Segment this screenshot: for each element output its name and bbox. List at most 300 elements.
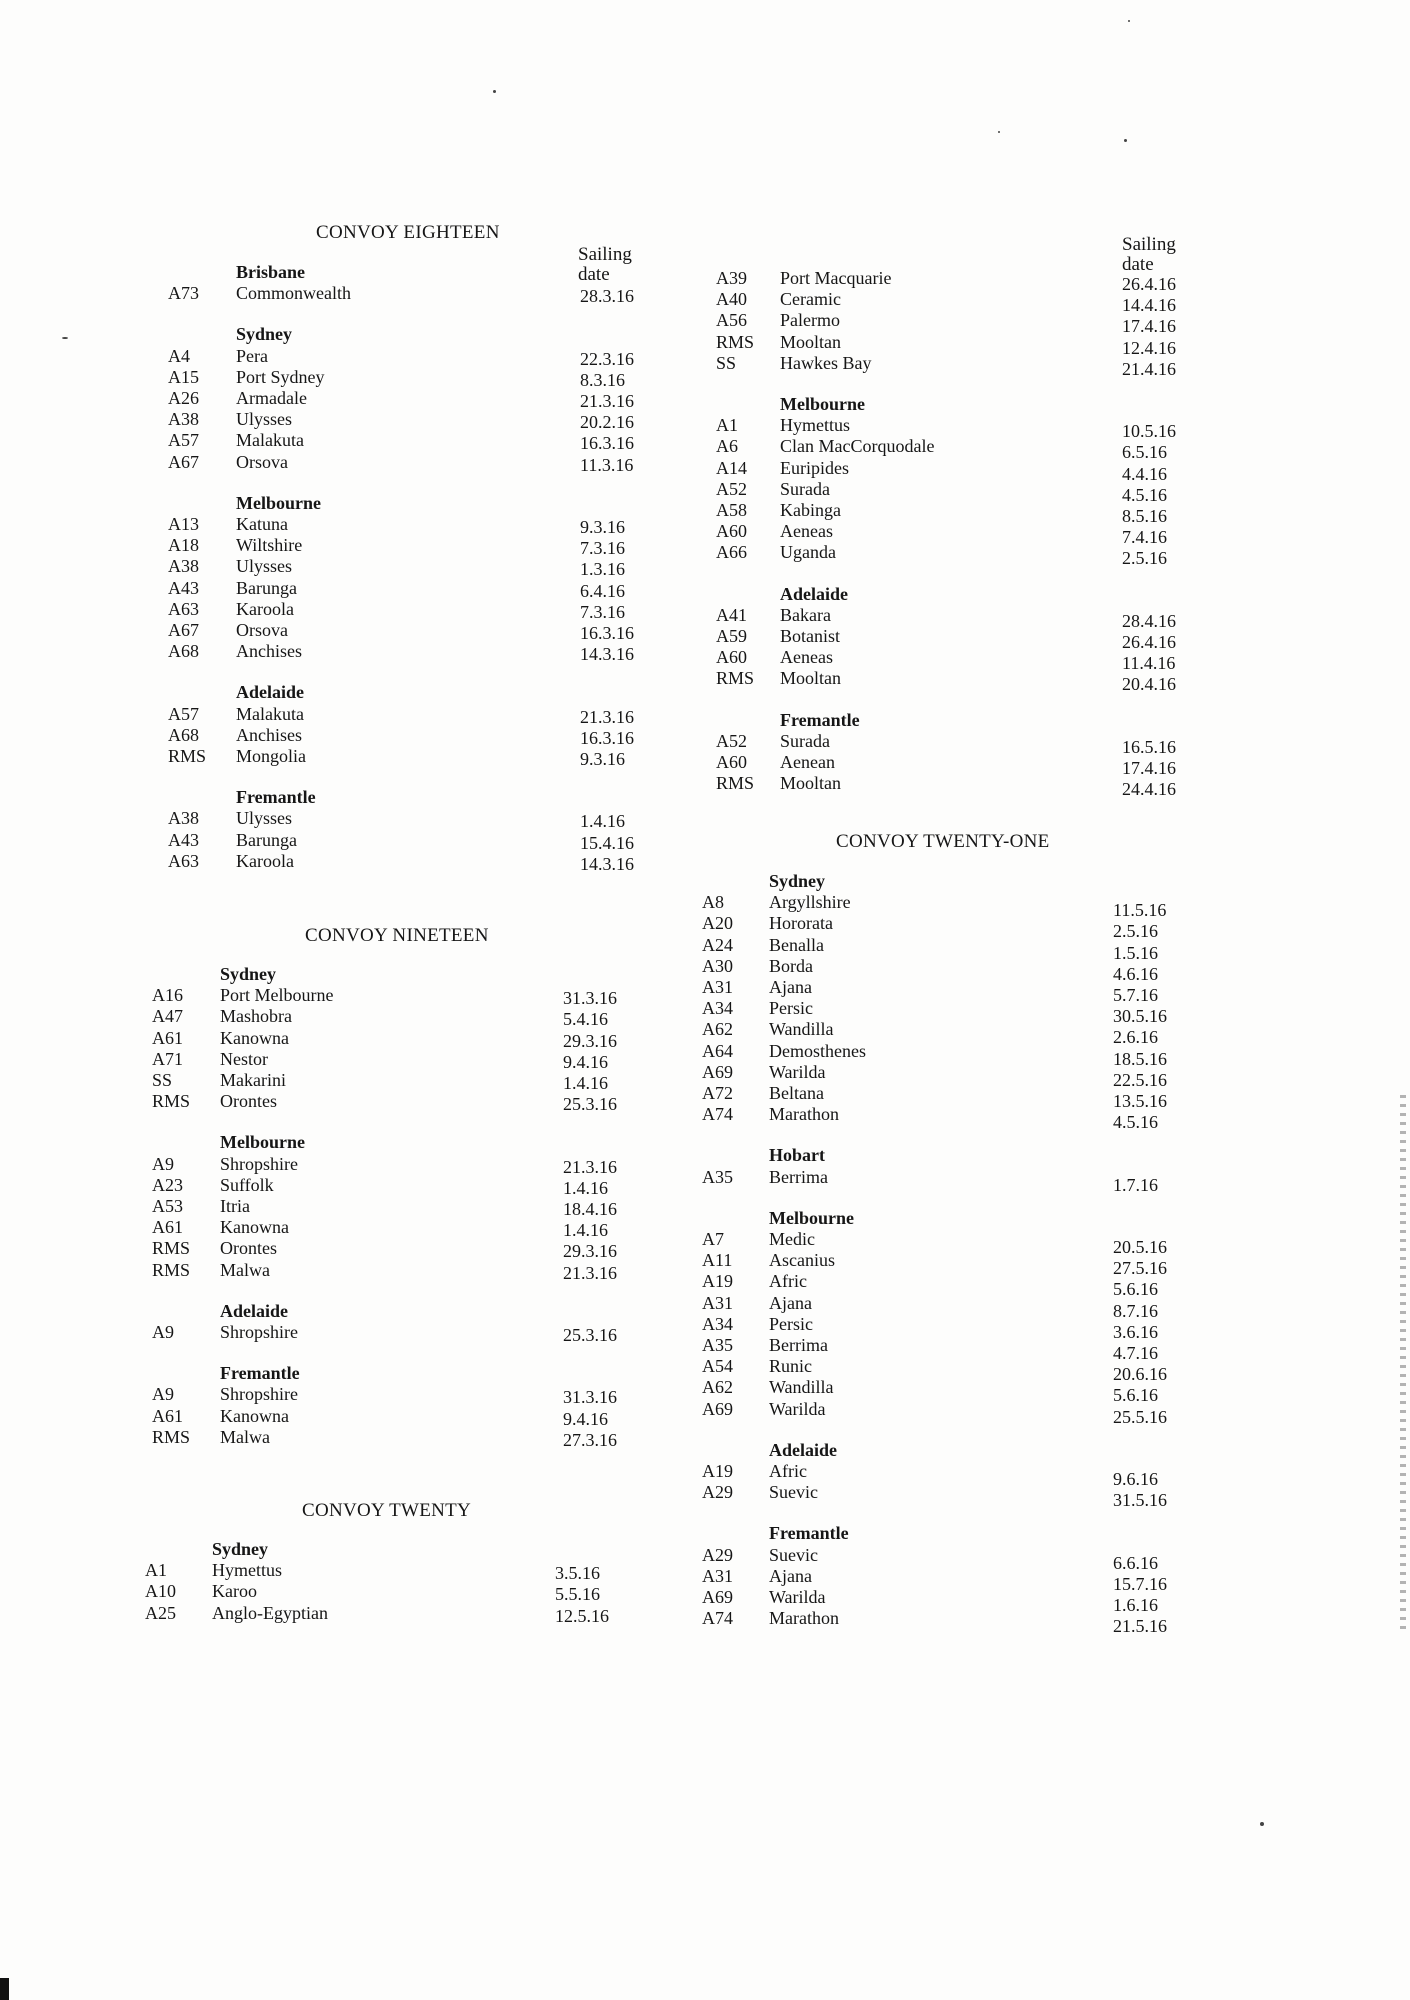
ship-code: A61 (152, 1217, 183, 1238)
ship-row (716, 752, 1212, 778)
ship-row (716, 626, 1212, 652)
sailing-date: 9.3.16 (580, 749, 625, 769)
port-heading: Adelaide (220, 1300, 289, 1321)
ship-name: Kanowna (220, 1405, 289, 1426)
sailing-date: 8.5.16 (1122, 506, 1167, 526)
ship-row (702, 955, 1203, 984)
ship-code: A69 (702, 1061, 733, 1082)
sailing-date: 12.4.16 (1122, 337, 1176, 358)
ship-row (702, 1565, 1203, 1594)
port-heading: Hobart (769, 1145, 825, 1166)
ship-code: A64 (702, 1040, 733, 1061)
scan-speck (62, 337, 68, 339)
ship-row (702, 1250, 1203, 1279)
sailing-date: 1.4.16 (563, 1073, 608, 1093)
ship-code: A30 (702, 955, 733, 976)
sailing-date: 1.6.16 (1113, 1595, 1158, 1615)
ship-code: A43 (168, 829, 199, 850)
ship-name: Mooltan (780, 331, 841, 352)
ship-row (702, 913, 1203, 942)
ship-name: Karoola (236, 598, 294, 619)
sailing-date: 6.5.16 (1122, 442, 1167, 463)
sailing-date: 4.5.16 (1122, 484, 1167, 505)
sailing-date: 11.3.16 (580, 454, 634, 475)
ship-row (168, 704, 670, 725)
ship-name: Surada (780, 730, 830, 751)
sailing-date: 29.3.16 (563, 1241, 617, 1262)
ship-row (716, 500, 1212, 526)
ship-row (152, 1196, 653, 1217)
sailing-date: 9.4.16 (563, 1051, 608, 1072)
ship-row (168, 620, 670, 641)
sailing-header-line1: Sailing (1122, 234, 1176, 255)
ship-code: SS (152, 1070, 173, 1090)
sailing-date: 1.3.16 (580, 559, 625, 580)
ship-row (152, 985, 653, 1009)
ship-name: Warilda (769, 1587, 826, 1607)
sailing-date: 3.5.16 (555, 1563, 600, 1584)
ship-code: RMS (716, 331, 755, 352)
ship-name: Pera (236, 345, 268, 366)
sailing-date: 7.4.16 (1122, 527, 1167, 548)
ship-row (168, 851, 670, 872)
ship-row (152, 1070, 653, 1091)
ship-code: A52 (716, 478, 747, 499)
ship-name: Kanowna (220, 1217, 289, 1238)
ship-name: Hymettus (780, 415, 850, 436)
ship-name: Wiltshire (236, 535, 303, 556)
ship-code: A9 (152, 1322, 174, 1342)
ship-name: Wandilla (769, 1019, 834, 1040)
ship-code: A4 (168, 345, 190, 366)
convoy-twenty-one-title: CONVOY TWENTY-ONE (836, 831, 1050, 852)
ship-code: A31 (702, 1565, 733, 1586)
sailing-header-line2: date (1122, 254, 1154, 275)
port-heading: Fremantle (236, 787, 316, 808)
sailing-date: 2.6.16 (1113, 1027, 1158, 1048)
ship-row (168, 641, 670, 665)
ship-row (152, 1049, 653, 1070)
port-heading: Sydney (212, 1539, 269, 1559)
ship-name: Afric (769, 1461, 807, 1481)
scan-speck (998, 131, 1000, 133)
sailing-date: 20.5.16 (1113, 1237, 1167, 1257)
ship-row (702, 1271, 1203, 1300)
sailing-date: 6.4.16 (580, 580, 625, 601)
ship-code: A67 (168, 620, 199, 640)
ship-row (145, 1581, 645, 1605)
ship-code: A9 (152, 1384, 174, 1405)
sailing-date: 21.3.16 (563, 1262, 617, 1283)
ship-code: A38 (168, 409, 199, 430)
ship-code: A67 (168, 451, 199, 472)
sailing-date: 4.6.16 (1113, 963, 1158, 984)
ship-row (702, 1040, 1203, 1069)
scan-edge-marks (1400, 1095, 1406, 1635)
sailing-date: 10.5.16 (1122, 421, 1176, 442)
ship-row (168, 388, 670, 409)
sailing-date: 4.5.16 (1113, 1112, 1158, 1133)
ship-code: A31 (702, 977, 733, 997)
sailing-date: 4.7.16 (1113, 1343, 1158, 1363)
ship-row (716, 352, 1212, 379)
sailing-date: 14.3.16 (580, 644, 634, 665)
ship-row (168, 346, 670, 367)
ship-row (702, 1083, 1203, 1111)
sailing-date: 11.5.16 (1113, 900, 1167, 921)
ship-row (716, 604, 1212, 631)
port-heading: Sydney (236, 324, 293, 345)
sailing-date: 21.4.16 (1122, 358, 1176, 379)
ship-name: Mongolia (236, 746, 306, 766)
ship-row (168, 283, 670, 307)
sailing-date: 16.5.16 (1122, 736, 1176, 757)
ship-name: Persic (769, 1313, 813, 1334)
sailing-date: 20.6.16 (1113, 1364, 1167, 1385)
ship-row (168, 556, 670, 580)
ship-row (145, 1603, 645, 1624)
ship-code: A38 (168, 556, 199, 577)
port-heading: Melbourne (220, 1132, 305, 1153)
ship-name: Karoo (212, 1581, 257, 1602)
ship-row (152, 1091, 653, 1115)
ship-row (152, 1238, 653, 1262)
ship-code: A56 (716, 310, 747, 331)
ship-name: Anglo-Egyptian (212, 1602, 328, 1623)
port-heading: Melbourne (236, 492, 321, 513)
sailing-date: 2.5.16 (1122, 548, 1167, 569)
sailing-date: 17.4.16 (1122, 316, 1176, 337)
ship-row (716, 415, 1212, 442)
ship-row (716, 773, 1212, 800)
sailing-date: 31.3.16 (563, 988, 617, 1009)
sailing-date: 14.4.16 (1122, 295, 1176, 316)
ship-name: Orsova (236, 620, 288, 640)
ship-code: A61 (152, 1027, 183, 1048)
ship-row (152, 1175, 653, 1196)
ship-code: A66 (716, 542, 747, 563)
sailing-date: 1.4.16 (563, 1220, 608, 1241)
ship-code: RMS (152, 1238, 191, 1259)
ship-code: A61 (152, 1405, 183, 1426)
ship-code: A63 (168, 598, 199, 619)
ship-name: Ceramic (780, 289, 841, 310)
ship-code: A23 (152, 1174, 183, 1195)
ship-code: A52 (716, 730, 747, 751)
ship-code: A8 (702, 892, 724, 913)
ship-row (168, 367, 670, 388)
sailing-date: 20.2.16 (580, 412, 634, 433)
sailing-date: 20.4.16 (1122, 674, 1176, 695)
ship-row (168, 409, 670, 433)
sailing-date: 5.7.16 (1113, 985, 1158, 1005)
ship-row (168, 514, 670, 535)
sailing-date: 31.3.16 (563, 1387, 617, 1408)
ship-row (168, 808, 670, 832)
convoy-twenty-title: CONVOY TWENTY (302, 1500, 472, 1521)
ship-name: Wandilla (769, 1377, 834, 1398)
sailing-date: 12.5.16 (555, 1605, 609, 1626)
ship-name: Aenean (780, 752, 835, 772)
ship-name: Ajana (769, 1292, 812, 1313)
ship-code: A1 (716, 415, 738, 436)
ship-row (716, 331, 1212, 358)
ship-row (716, 289, 1212, 316)
ship-code: A31 (702, 1292, 733, 1313)
ship-name: Warilda (769, 1398, 826, 1419)
ship-name: Hawkes Bay (780, 352, 872, 373)
port-heading: Melbourne (780, 394, 865, 414)
ship-code: A69 (702, 1587, 733, 1607)
port-heading: Fremantle (780, 709, 860, 730)
ship-name: Warilda (769, 1061, 826, 1082)
sailing-date: 28.3.16 (580, 286, 634, 307)
ship-code: RMS (716, 773, 755, 794)
ship-code: A26 (168, 388, 199, 408)
ship-name: Nestor (220, 1048, 268, 1069)
ship-code: A53 (152, 1196, 183, 1216)
ship-name: Suevic (769, 1482, 818, 1503)
ship-name: Suffolk (220, 1174, 274, 1195)
ship-name: Armadale (236, 388, 307, 408)
sailing-date: 16.3.16 (580, 727, 634, 748)
ship-name: Beltana (769, 1083, 824, 1103)
ship-name: Persic (769, 998, 813, 1019)
ship-name: Benalla (769, 934, 824, 955)
ship-name: Demosthenes (769, 1040, 866, 1061)
ship-code: A39 (716, 268, 747, 288)
ship-name: Kabinga (780, 500, 841, 520)
ship-code: A71 (152, 1048, 183, 1069)
sailing-date: 3.6.16 (1113, 1321, 1158, 1342)
sailing-date: 24.4.16 (1122, 779, 1176, 800)
ship-name: Orontes (220, 1238, 277, 1259)
ship-code: A72 (702, 1083, 733, 1103)
ship-code: A18 (168, 535, 199, 556)
ship-row (702, 1292, 1203, 1321)
sailing-date: 26.4.16 (1122, 274, 1176, 294)
ship-name: Ajana (769, 1565, 812, 1586)
ship-code: A60 (716, 647, 747, 668)
scan-speck (1260, 1822, 1264, 1826)
ship-row (152, 1322, 653, 1343)
port-heading: Brisbane (236, 262, 306, 282)
sailing-date: 14.3.16 (580, 853, 634, 874)
ship-row (702, 1461, 1203, 1489)
ship-row (168, 578, 670, 599)
ship-row (716, 268, 1212, 294)
ship-code: A38 (168, 808, 199, 829)
ship-name: Barunga (236, 829, 297, 850)
ship-code: A73 (168, 283, 199, 304)
ship-code: A19 (702, 1461, 733, 1481)
ship-code: RMS (716, 668, 755, 689)
sailing-date: 2.5.16 (1113, 921, 1158, 942)
ship-name: Hororata (769, 913, 833, 934)
ship-row (702, 1482, 1203, 1511)
ship-name: Bakara (780, 604, 831, 625)
ship-code: A74 (702, 1608, 733, 1629)
sailing-date: 16.3.16 (580, 433, 634, 454)
port-heading: Adelaide (236, 682, 305, 703)
sailing-date: 13.5.16 (1113, 1091, 1167, 1111)
ship-row (152, 1260, 653, 1281)
sailing-date: 25.5.16 (1113, 1406, 1167, 1427)
sailing-date: 5.6.16 (1113, 1279, 1158, 1300)
sailing-date: 17.4.16 (1122, 758, 1176, 778)
ship-name: Shropshire (220, 1153, 298, 1174)
ship-row (168, 746, 670, 767)
ship-code: A59 (716, 626, 747, 646)
ship-row (168, 452, 670, 473)
sailing-date: 7.3.16 (580, 538, 625, 559)
ship-code: A58 (716, 500, 747, 520)
ship-name: Ulysses (236, 409, 293, 430)
ship-name: Suevic (769, 1544, 818, 1565)
ship-code: A54 (702, 1356, 733, 1377)
ship-row (168, 535, 670, 559)
ship-name: Malakuta (236, 430, 304, 451)
sailing-date: 21.3.16 (563, 1156, 617, 1177)
ship-row (702, 1544, 1203, 1573)
ship-row (716, 457, 1212, 484)
sailing-date: 1.4.16 (580, 811, 625, 832)
ship-row (152, 1006, 653, 1030)
ship-name: Orontes (220, 1091, 277, 1112)
ship-row (716, 436, 1212, 463)
ship-name: Medic (769, 1229, 815, 1249)
ship-code: A25 (145, 1602, 176, 1623)
sailing-header-line2: date (578, 264, 610, 285)
sailing-date: 9.6.16 (1113, 1469, 1158, 1489)
ship-name: Ajana (769, 977, 812, 997)
ship-name: Ascanius (769, 1250, 835, 1271)
sailing-header-line1: Sailing (578, 244, 632, 265)
ship-name: Orsova (236, 451, 288, 472)
ship-row (702, 1398, 1203, 1427)
ship-code: A34 (702, 998, 733, 1019)
ship-code: A6 (716, 436, 738, 457)
sailing-date: 28.4.16 (1122, 610, 1176, 631)
ship-code: RMS (152, 1259, 191, 1280)
ship-code: RMS (168, 746, 207, 766)
ship-code: RMS (152, 1426, 191, 1447)
ship-row (716, 478, 1212, 505)
ship-code: A35 (702, 1335, 733, 1355)
sailing-date: 15.7.16 (1113, 1573, 1167, 1594)
ship-row (168, 725, 670, 746)
ship-name: Ulysses (236, 556, 293, 577)
ship-name: Botanist (780, 626, 841, 646)
ship-code: A62 (702, 1019, 733, 1040)
ship-code: A68 (168, 724, 199, 745)
ship-row (702, 998, 1203, 1027)
ship-row (702, 1313, 1203, 1342)
ship-code: A40 (716, 289, 747, 310)
ship-row (168, 430, 670, 454)
ship-row (152, 1028, 653, 1049)
ship-name: Anchises (236, 641, 302, 662)
ship-row (702, 934, 1203, 963)
ship-row (716, 521, 1212, 548)
ship-code: A29 (702, 1544, 733, 1565)
ship-name: Mashobra (220, 1006, 292, 1027)
sailing-date: 6.6.16 (1113, 1552, 1158, 1573)
ship-code: A29 (702, 1482, 733, 1503)
ship-name: Port Macquarie (780, 268, 892, 288)
ship-code: A62 (702, 1377, 733, 1398)
ship-name: Commonwealth (236, 283, 351, 304)
port-heading: Sydney (220, 964, 277, 984)
ship-code: A68 (168, 641, 199, 662)
ship-row (145, 1560, 645, 1584)
ship-code: A47 (152, 1006, 183, 1027)
sailing-date: 25.3.16 (563, 1325, 617, 1345)
sailing-date: 31.5.16 (1113, 1490, 1167, 1511)
ship-code: A19 (702, 1271, 733, 1292)
ship-code: A35 (702, 1166, 733, 1187)
ship-row (152, 1427, 653, 1448)
port-heading: Fremantle (220, 1363, 300, 1384)
port-heading: Sydney (769, 871, 826, 891)
ship-row (702, 1019, 1203, 1048)
ship-name: Borda (769, 955, 813, 976)
sailing-date: 9.4.16 (563, 1408, 608, 1429)
ship-row (152, 1406, 653, 1427)
port-heading: Adelaide (769, 1439, 838, 1460)
ship-row (702, 1608, 1203, 1637)
sailing-date: 27.3.16 (563, 1429, 617, 1450)
sailing-date: 7.3.16 (580, 601, 625, 622)
ship-name: Malwa (220, 1259, 270, 1280)
ship-name: Katuna (236, 514, 288, 534)
ship-code: A9 (152, 1153, 174, 1174)
ship-row (702, 892, 1203, 921)
ship-code: SS (716, 352, 737, 373)
ship-row (716, 542, 1212, 569)
sailing-date: 22.5.16 (1113, 1069, 1167, 1090)
sailing-date: 21.5.16 (1113, 1616, 1167, 1637)
ship-code: RMS (152, 1091, 191, 1112)
ship-name: Ulysses (236, 808, 293, 829)
ship-code: A60 (716, 521, 747, 542)
ship-row (702, 1229, 1203, 1257)
ship-code: A1 (145, 1560, 167, 1581)
sailing-date: 8.7.16 (1113, 1300, 1158, 1321)
convoy-nineteen-title: CONVOY NINETEEN (305, 925, 489, 946)
ship-row (702, 977, 1203, 1005)
ship-code: A74 (702, 1104, 733, 1125)
ship-code: A57 (168, 430, 199, 451)
ship-code: A14 (716, 457, 747, 478)
ship-name: Shropshire (220, 1322, 298, 1342)
port-heading: Fremantle (769, 1523, 849, 1544)
sailing-date: 25.3.16 (563, 1094, 617, 1115)
ship-name: Berrima (769, 1166, 828, 1187)
ship-row (702, 1377, 1203, 1406)
sailing-date: 4.4.16 (1122, 463, 1167, 484)
sailing-date: 11.4.16 (1122, 653, 1176, 674)
ship-row (168, 599, 670, 620)
ship-code: A69 (702, 1398, 733, 1419)
ship-code: A34 (702, 1313, 733, 1334)
scan-speck (493, 90, 496, 93)
ship-code: A16 (152, 985, 183, 1006)
ship-code: A13 (168, 514, 199, 534)
sailing-date: 9.3.16 (580, 517, 625, 537)
ship-code: A7 (702, 1229, 724, 1249)
ship-row (716, 668, 1212, 695)
